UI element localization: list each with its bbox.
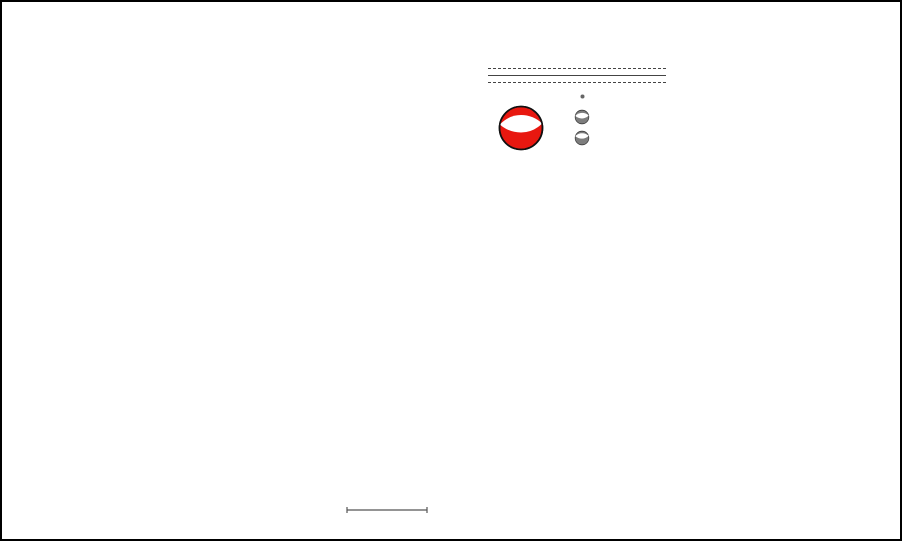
misfit-reduction-plot (652, 52, 902, 214)
location-row (488, 24, 666, 36)
scalebar-line (346, 506, 428, 514)
best-fit-panel (488, 16, 666, 153)
station-map (648, 218, 902, 540)
decomposition-list (574, 89, 597, 153)
dc-item (574, 109, 597, 125)
divider (488, 68, 666, 69)
time-scalebar (346, 505, 428, 517)
iso-dot-icon (574, 89, 590, 104)
clvd-item (574, 130, 597, 146)
divider (488, 82, 666, 83)
focal-mechanism-beachball-icon (496, 103, 546, 153)
iso-item (574, 89, 597, 104)
dc-beachball-icon (574, 109, 590, 125)
depth-row (488, 42, 666, 54)
divider (488, 75, 666, 76)
mechanism-block (488, 89, 666, 153)
clvd-beachball-icon (574, 130, 590, 146)
